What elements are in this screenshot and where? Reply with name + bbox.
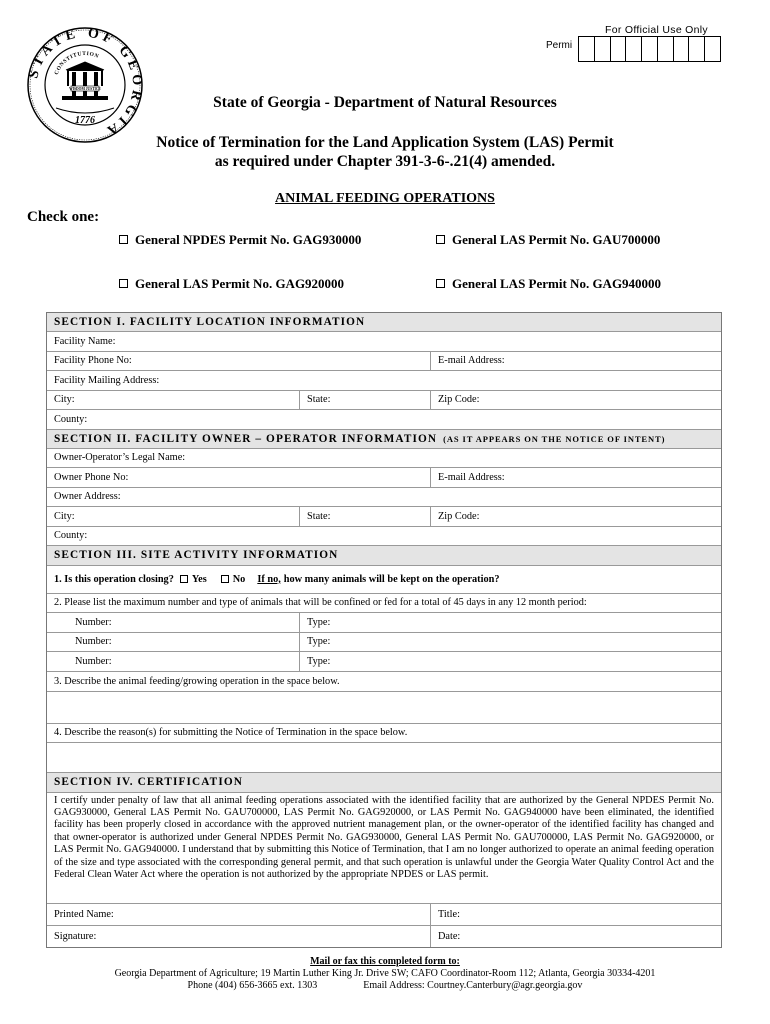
owner-phone-row [47, 468, 721, 488]
owner-phone-label: Owner Phone No: [54, 471, 129, 483]
question4-answer-area[interactable] [47, 743, 721, 773]
number-label: Number: [75, 616, 112, 628]
question1-row [47, 566, 721, 594]
owner-email-label: E-mail Address: [438, 471, 505, 483]
permit-digit-box[interactable] [626, 37, 642, 61]
question2-row [47, 594, 721, 614]
yes-checkbox[interactable] [180, 575, 188, 583]
permit-digit-box[interactable] [611, 37, 627, 61]
date-label: Date: [438, 930, 461, 942]
number-label: Number: [75, 655, 112, 667]
form-subtitle: ANIMAL FEEDING OPERATIONS [275, 191, 495, 206]
no-label: No [232, 573, 246, 585]
permit-option-gag920000[interactable] [119, 276, 344, 292]
zip-label: Zip Code: [438, 510, 480, 522]
type-label: Type: [307, 636, 331, 648]
permit-digit-box[interactable] [705, 37, 720, 61]
permit-option-gau700000[interactable] [436, 232, 660, 248]
section3-title: SECTION III. SITE ACTIVITY INFORMATION [54, 549, 339, 561]
animal-row [47, 613, 721, 633]
option-label: General LAS Permit No. GAG920000 [135, 276, 345, 291]
owner-city-field[interactable] [47, 507, 299, 526]
if-no-label: If no, [257, 573, 281, 585]
owner-address-label: Owner Address: [54, 491, 121, 503]
permit-digit-box[interactable] [674, 37, 690, 61]
form-title-line1: Notice of Termination for the Land Application System (LAS) Permit [156, 134, 614, 151]
facility-mailing-address-field[interactable] [47, 371, 721, 391]
mailing-address: Georgia Department of Agriculture; 19 Martin Luther King Jr. Drive SW; CAFO Coordinator-Room 112; Atlanta, Georgia 30334-4201 [114, 968, 656, 979]
printed-name-field[interactable] [47, 904, 430, 925]
seal-banner-text: WISDOM JUSTICE [69, 87, 101, 91]
question3-answer-area[interactable] [47, 692, 721, 724]
number-label: Number: [75, 636, 112, 648]
county-label: County: [54, 413, 88, 425]
section2-title: SECTION II. FACILITY OWNER – OPERATOR INFORMATION [54, 432, 438, 445]
option-label: General LAS Permit No. GAG940000 [452, 276, 662, 291]
check-one-label: Check one: [27, 209, 100, 225]
owner-city-row [47, 507, 721, 527]
animal-number-field[interactable] [47, 652, 299, 671]
section2-header [47, 430, 721, 449]
animal-type-field[interactable] [299, 652, 721, 671]
yes-label: Yes [191, 573, 207, 585]
owner-phone-field[interactable] [47, 468, 430, 487]
contact-line [0, 980, 770, 991]
owner-county-field[interactable] [47, 527, 721, 546]
seal-text: STATE OF GEORGIA [26, 26, 144, 140]
permit-number-label: Permi [546, 40, 573, 51]
date-field[interactable] [430, 926, 721, 947]
owner-legal-name-field[interactable] [47, 449, 721, 469]
section1-header [47, 313, 721, 332]
checkbox[interactable] [119, 235, 128, 244]
signature-row [47, 926, 721, 948]
animal-type-field[interactable] [299, 613, 721, 632]
termination-form [46, 312, 722, 948]
county-label: County: [54, 530, 88, 541]
facility-county-field[interactable] [47, 410, 721, 430]
checkbox[interactable] [436, 235, 445, 244]
permit-number-boxes[interactable] [578, 36, 721, 62]
animal-type-field[interactable] [299, 633, 721, 652]
facility-name-field[interactable] [47, 332, 721, 352]
permit-digit-box[interactable] [689, 37, 705, 61]
owner-address-field[interactable] [47, 488, 721, 508]
signature-field[interactable] [47, 926, 430, 947]
no-checkbox[interactable] [221, 575, 229, 583]
seal-year: 1776 [75, 115, 95, 126]
section1-title: SECTION I. FACILITY LOCATION INFORMATION [54, 316, 366, 328]
owner-legal-name-label: Owner-Operator’s Legal Name: [54, 452, 186, 464]
title-field[interactable] [430, 904, 721, 925]
city-label: City: [54, 510, 75, 522]
mail-instructions: Mail or fax this completed form to: [310, 956, 460, 967]
question2-text: 2. Please list the maximum number and type of animals that will be confined or fed for a total of 45 days in any 12 month period: [54, 597, 587, 609]
option-label: General LAS Permit No. GAU700000 [452, 232, 661, 247]
svg-text:CONSTITUTION [54, 51, 100, 76]
section4-title: SECTION IV. CERTIFICATION [54, 776, 243, 788]
official-use-label: For Official Use Only [605, 24, 708, 36]
city-label: City: [54, 394, 75, 406]
state-label: State: [307, 510, 331, 522]
permit-digit-box[interactable] [658, 37, 674, 61]
owner-zip-field[interactable] [430, 507, 721, 526]
animal-number-field[interactable] [47, 613, 299, 632]
zip-label: Zip Code: [438, 394, 480, 406]
permit-option-gag940000[interactable] [436, 276, 661, 292]
checkbox[interactable] [436, 279, 445, 288]
facility-zip-field[interactable] [430, 391, 721, 410]
section3-header [47, 546, 721, 566]
question1-text: 1. Is this operation closing? [54, 573, 174, 585]
option-label: General NPDES Permit No. GAG930000 [135, 232, 362, 247]
owner-state-field[interactable] [299, 507, 430, 526]
facility-city-field[interactable] [47, 391, 299, 410]
printed-name-label: Printed Name: [54, 908, 114, 920]
facility-email-field[interactable] [430, 352, 721, 371]
certification-row [47, 793, 721, 904]
seal-inner-text: CONSTITUTION [53, 50, 100, 76]
title-label: Title: [438, 908, 460, 920]
printed-name-row [47, 904, 721, 926]
animal-row [47, 633, 721, 653]
question4-text: 4. Describe the reason(s) for submitting the Notice of Termination in the space below. [54, 727, 408, 738]
section4-header [47, 773, 721, 793]
permit-digit-box[interactable] [642, 37, 658, 61]
state-label: State: [307, 394, 331, 406]
question3-text: 3. Describe the animal feeding/growing operation in the space below. [54, 675, 340, 687]
facility-email-label: E-mail Address: [438, 355, 505, 367]
question1-rest: how many animals will be kept on the operation? [283, 573, 500, 585]
form-title-line2: as required under Chapter 391-3-6-.21(4) amended. [214, 153, 556, 170]
certification-text: I certify under penalty of law that all animal feeding operations associated with the identified facility that are authorized by the General NPDES Permit No. GAG930000, General LAS Permit No. GAU700000, LAS Permit No. GAG920000, or LAS Permit No. GAG940000 have been eliminated, the identified facility has been properly closed in accordance with the approved nutrient management plan, or the owner-operator of the identified facility has changed and that owner-operator is authorized under General NPDES Permit No. GAG930000, General LAS Permit No. GAU700000, LAS Permit No. GAG920000, or LAS Permit No. GAG940000. I understand that by submitting this Notice of Termination, that I am no longer authorized to operate an animal feeding operation of the size and type associated with the corresponding general permit, and that such operation is unlawful under the Georgia Water Quality Control Act and the Federal Clean Water Act where the operation is not authorized by the appropriate NPDES or LAS permit. [54, 794, 714, 880]
owner-email-field[interactable] [430, 468, 721, 487]
permit-digit-box[interactable] [579, 37, 595, 61]
facility-phone-field[interactable] [47, 352, 430, 371]
question1 [47, 566, 499, 593]
facility-name-label: Facility Name: [54, 335, 116, 347]
type-label: Type: [307, 655, 331, 667]
question3-row [47, 672, 721, 692]
permit-digit-box[interactable] [595, 37, 611, 61]
facility-phone-row [47, 352, 721, 372]
facility-city-row [47, 391, 721, 411]
facility-mailing-address-label: Facility Mailing Address: [54, 374, 160, 386]
type-label: Type: [307, 616, 331, 628]
facility-phone-label: Facility Phone No: [54, 355, 132, 367]
question4-row [47, 724, 721, 743]
animal-row [47, 652, 721, 672]
contact-phone: Phone (404) 656-3665 ext. 1303 [187, 980, 318, 991]
section2-note: (AS IT APPEARS ON THE NOTICE OF INTENT) [443, 433, 666, 444]
permit-option-gag930000[interactable] [119, 232, 361, 248]
animal-number-field[interactable] [47, 633, 299, 652]
facility-state-field[interactable] [299, 391, 430, 410]
agency-title: State of Georgia - Department of Natural Resources [213, 94, 557, 111]
georgia-state-seal-icon [26, 26, 144, 144]
contact-email: Email Address: Courtney.Canterbury@agr.georgia.gov [363, 980, 583, 991]
signature-label: Signature: [54, 930, 97, 942]
checkbox[interactable] [119, 279, 128, 288]
